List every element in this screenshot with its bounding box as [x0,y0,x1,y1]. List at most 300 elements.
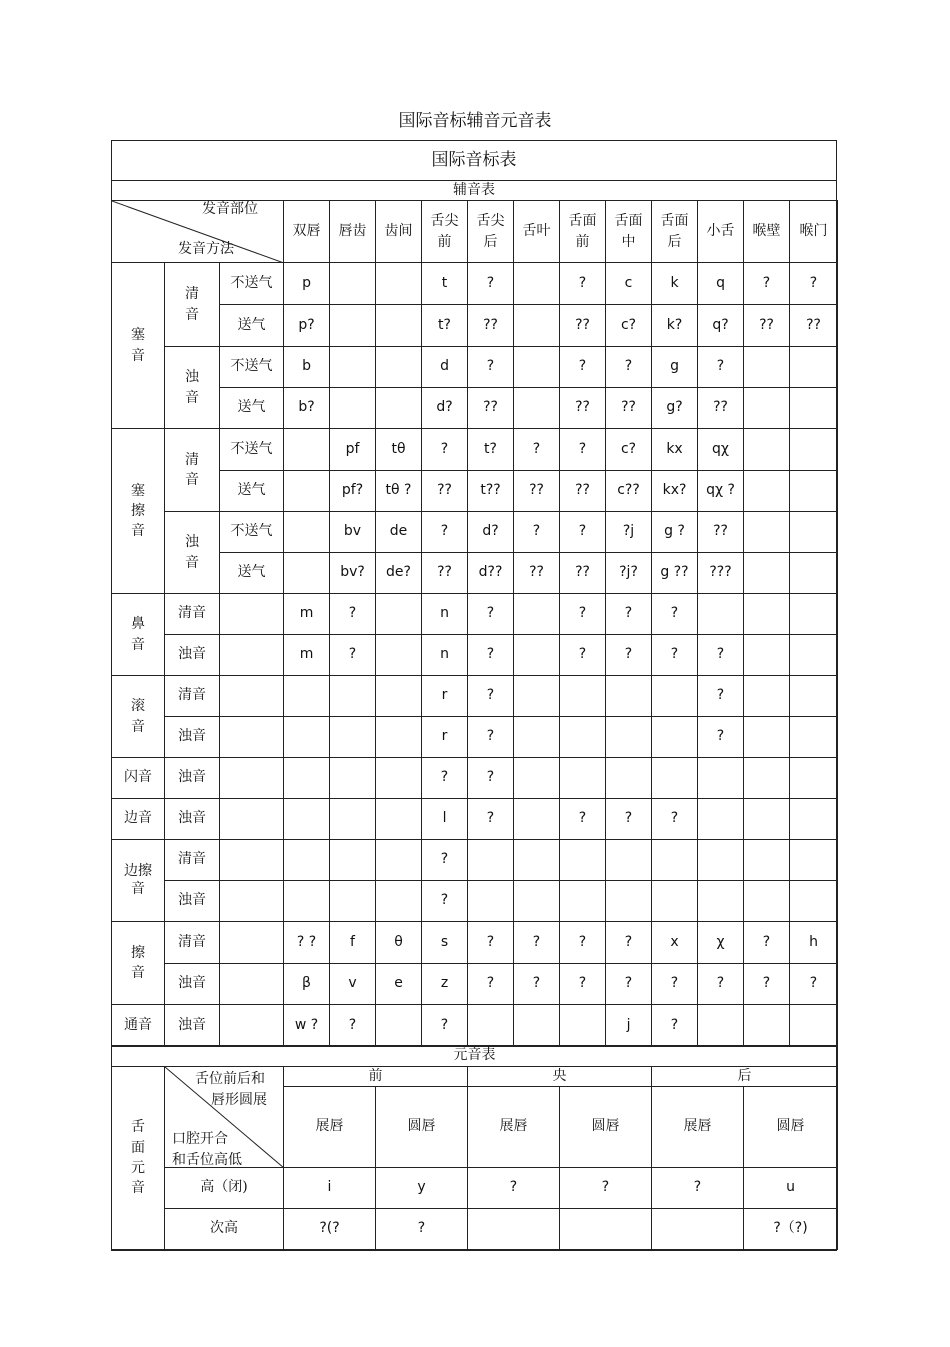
voicing-label: 浊音 [165,635,220,676]
symbol-cell [376,347,422,388]
symbol-cell: ? [606,922,652,964]
symbol-cell: ? [606,799,652,840]
vowel-symbol-cell: ?（?) [744,1209,838,1250]
symbol-cell: k? [652,305,698,347]
symbol-cell: ? [468,594,514,635]
consonant-row [112,635,838,676]
symbol-cell: b [284,347,330,388]
symbol-cell: ? [652,594,698,635]
symbol-cell: ? [698,717,744,758]
symbol-cell [284,429,330,471]
symbol-cell [284,758,330,799]
symbol-cell: m [284,594,330,635]
symbol-cell: ? [560,347,606,388]
document-title: 国际音标辅音元音表 [398,111,552,131]
symbol-cell: ?? [560,553,606,594]
symbol-cell: ? ? [284,922,330,964]
manner-category: 塞擦音 [112,429,165,594]
symbol-cell: t? [468,429,514,471]
symbol-cell: ? [744,922,790,964]
consonant-row [112,512,838,553]
symbol-cell: ? [468,799,514,840]
table-header [111,140,837,201]
symbol-cell: ?? [790,305,838,347]
symbol-cell [698,881,744,922]
symbol-cell [744,1005,790,1047]
symbol-cell [790,388,838,429]
symbol-cell: θ [376,922,422,964]
symbol-cell: ??? [698,553,744,594]
symbol-cell: q? [698,305,744,347]
symbol-cell: qχ ? [698,471,744,512]
place-header: 舌尖前 [422,201,468,263]
symbol-cell: ? [468,263,514,305]
vowel-height-label: 次高 [165,1209,284,1250]
vowel-side-label: 舌面元音 [112,1067,165,1250]
manner-category: 滚音 [112,676,165,758]
symbol-cell [514,799,560,840]
symbol-cell: w ? [284,1005,330,1047]
symbol-cell [744,429,790,471]
consonant-row [112,922,838,964]
vowel-symbol-cell: ?(? [284,1209,376,1250]
vowel-section-label: 元音表 [112,1046,838,1067]
symbol-cell [376,758,422,799]
symbol-cell: ? [560,429,606,471]
consonant-row [112,676,838,717]
symbol-cell [790,676,838,717]
symbol-cell [468,1005,514,1047]
symbol-cell [376,717,422,758]
symbol-cell [284,553,330,594]
lip-shape-header: 圆唇 [744,1087,838,1168]
voicing-label: 清音 [165,922,220,964]
symbol-cell [790,429,838,471]
symbol-cell: ? [330,594,376,635]
place-header: 喉门 [790,201,838,263]
symbol-cell: ?? [698,512,744,553]
symbol-cell: x [652,922,698,964]
symbol-cell: ? [514,429,560,471]
symbol-cell [376,635,422,676]
symbol-cell [698,1005,744,1047]
aspiration-label [220,840,284,881]
symbol-cell [330,676,376,717]
voicing-label: 清音 [165,594,220,635]
place-header: 双唇 [284,201,330,263]
vowel-corner-top-2: 唇形圆展 [211,1092,267,1108]
symbol-cell: ? [514,922,560,964]
symbol-cell [698,758,744,799]
symbol-cell: p [284,263,330,305]
symbol-cell: ? [422,1005,468,1047]
aspiration-label: 送气 [220,305,284,347]
consonant-table [111,200,838,1047]
symbol-cell: ?? [422,553,468,594]
consonant-row [112,388,838,429]
symbol-cell [606,676,652,717]
symbol-cell: z [422,964,468,1005]
symbol-cell: e [376,964,422,1005]
lip-shape-header: 圆唇 [560,1087,652,1168]
symbol-cell: ?j [606,512,652,553]
symbol-cell [652,840,698,881]
voicing-label: 清音 [165,429,220,512]
symbol-cell [744,799,790,840]
voicing-label: 浊音 [165,964,220,1005]
voicing-label: 清音 [165,840,220,881]
consonant-row [112,881,838,922]
aspiration-label [220,799,284,840]
symbol-cell: pf? [330,471,376,512]
symbol-cell [744,594,790,635]
place-header: 舌叶 [514,201,560,263]
symbol-cell: ? [652,799,698,840]
symbol-cell: de [376,512,422,553]
symbol-cell: ? [468,964,514,1005]
symbol-cell: d? [468,512,514,553]
symbol-cell [330,263,376,305]
symbol-cell: ? [330,1005,376,1047]
aspiration-label: 送气 [220,388,284,429]
symbol-cell: ? [744,964,790,1005]
symbol-cell [330,717,376,758]
manner-category: 边音 [112,799,165,840]
symbol-cell: ? [560,635,606,676]
symbol-cell [514,881,560,922]
symbol-cell [698,594,744,635]
symbol-cell: p? [284,305,330,347]
voicing-label: 浊音 [165,1005,220,1047]
symbol-cell [514,717,560,758]
symbol-cell: ? [652,964,698,1005]
symbol-cell: ? [422,512,468,553]
place-header: 喉壁 [744,201,790,263]
symbol-cell: ? [606,347,652,388]
consonant-row [112,799,838,840]
symbol-cell [652,881,698,922]
aspiration-label [220,964,284,1005]
symbol-cell [376,263,422,305]
symbol-cell: c?? [606,471,652,512]
symbol-cell [330,799,376,840]
symbol-cell: d? [422,388,468,429]
symbol-cell [744,388,790,429]
symbol-cell [698,840,744,881]
symbol-cell [514,388,560,429]
manner-category: 闪音 [112,758,165,799]
consonant-row [112,840,838,881]
symbol-cell: f [330,922,376,964]
symbol-cell: d?? [468,553,514,594]
symbol-cell [284,881,330,922]
vowel-corner-bottom-1: 口腔开合 [172,1131,228,1147]
symbol-cell: ? [468,717,514,758]
symbol-cell [744,881,790,922]
aspiration-label [220,1005,284,1047]
symbol-cell [744,717,790,758]
aspiration-label [220,881,284,922]
vowel-corner-bottom-2: 和舌位高低 [172,1152,242,1168]
symbol-cell: ? [422,429,468,471]
symbol-cell: ? [560,512,606,553]
symbol-cell [284,717,330,758]
vowel-symbol-cell: ? [560,1168,652,1209]
symbol-cell: ? [468,676,514,717]
symbol-cell [514,305,560,347]
symbol-cell [330,347,376,388]
symbol-cell [606,881,652,922]
symbol-cell: ?? [560,388,606,429]
symbol-cell [744,512,790,553]
consonant-row [112,1005,838,1047]
consonant-corner-cell [112,201,284,263]
symbol-cell [330,388,376,429]
symbol-cell [606,758,652,799]
symbol-cell [330,840,376,881]
symbol-cell [744,758,790,799]
symbol-cell: kx [652,429,698,471]
symbol-cell: s [422,922,468,964]
aspiration-label [220,922,284,964]
aspiration-label: 送气 [220,553,284,594]
symbol-cell: ? [422,881,468,922]
symbol-cell [790,881,838,922]
aspiration-label: 不送气 [220,263,284,305]
symbol-cell [284,676,330,717]
symbol-cell: ? [560,263,606,305]
symbol-cell: c [606,263,652,305]
aspiration-label: 不送气 [220,347,284,388]
consonant-row [112,471,838,512]
symbol-cell: t?? [468,471,514,512]
symbol-cell [790,840,838,881]
symbol-cell: q [698,263,744,305]
vowel-symbol-cell [468,1209,560,1250]
symbol-cell [698,799,744,840]
symbol-cell: qχ [698,429,744,471]
symbol-cell [790,1005,838,1047]
symbol-cell: b? [284,388,330,429]
vowel-row [112,1209,838,1250]
manner-category: 鼻音 [112,594,165,676]
symbol-cell [606,717,652,758]
symbol-cell: ? [468,635,514,676]
symbol-cell [330,758,376,799]
symbol-cell [790,758,838,799]
consonant-row [112,429,838,471]
place-header: 舌面后 [652,201,698,263]
voicing-label: 浊音 [165,758,220,799]
place-header: 唇齿 [330,201,376,263]
symbol-cell: ? [790,263,838,305]
symbol-cell: j [606,1005,652,1047]
symbol-cell: ? [698,676,744,717]
consonant-row [112,758,838,799]
symbol-cell: k [652,263,698,305]
symbol-cell: ? [652,1005,698,1047]
symbol-cell [790,594,838,635]
vowel-symbol-cell: u [744,1168,838,1209]
manner-category: 边擦音 [112,840,165,922]
symbol-cell [560,717,606,758]
consonant-row [112,347,838,388]
lip-shape-header: 展唇 [468,1087,560,1168]
symbol-cell: ? [560,799,606,840]
symbol-cell [376,840,422,881]
consonant-section-label: 辅音表 [112,181,837,201]
symbol-cell [330,881,376,922]
symbol-cell [376,799,422,840]
symbol-cell [652,676,698,717]
voicing-label: 浊音 [165,881,220,922]
symbol-cell: ? [468,922,514,964]
symbol-cell: ? [744,263,790,305]
symbol-cell: ? [560,922,606,964]
symbol-cell: ? [330,635,376,676]
symbol-cell: n [422,594,468,635]
place-header: 舌面前 [560,201,606,263]
symbol-cell [744,840,790,881]
symbol-cell [376,305,422,347]
symbol-cell: ? [422,840,468,881]
symbol-cell [514,635,560,676]
voicing-label: 浊音 [165,347,220,429]
symbol-cell [376,1005,422,1047]
symbol-cell: ? [560,594,606,635]
symbol-cell [514,594,560,635]
symbol-cell [514,758,560,799]
symbol-cell: ? [468,347,514,388]
vowel-corner-top-1: 舌位前后和 [195,1071,265,1087]
symbol-cell: ? [560,964,606,1005]
symbol-cell: ?? [744,305,790,347]
symbol-cell: ? [468,758,514,799]
lip-shape-header: 展唇 [652,1087,744,1168]
symbol-cell: ? [652,635,698,676]
symbol-cell: ?? [514,471,560,512]
symbol-cell: pf [330,429,376,471]
symbol-cell: ? [606,635,652,676]
aspiration-label [220,635,284,676]
vowel-symbol-cell: ? [468,1168,560,1209]
consonant-row [112,263,838,305]
symbol-cell: ? [698,347,744,388]
consonant-row [112,964,838,1005]
symbol-cell [790,717,838,758]
symbol-cell: ?? [422,471,468,512]
symbol-cell [514,263,560,305]
symbol-cell [376,676,422,717]
symbol-cell [376,594,422,635]
vowel-symbol-cell: y [376,1168,468,1209]
symbol-cell: bv? [330,553,376,594]
symbol-cell [744,347,790,388]
vowel-height-label: 高（闭) [165,1168,284,1209]
consonant-row [112,305,838,347]
symbol-cell: g ? [652,512,698,553]
symbol-cell: ? [514,512,560,553]
symbol-cell: ?? [560,471,606,512]
voicing-label: 浊音 [165,512,220,594]
symbol-cell [284,471,330,512]
symbol-cell: ? [514,964,560,1005]
symbol-cell: ? [422,758,468,799]
symbol-cell: l [422,799,468,840]
symbol-cell [376,388,422,429]
symbol-cell: ?? [560,305,606,347]
symbol-cell: c? [606,429,652,471]
symbol-cell: g ?? [652,553,698,594]
voicing-label: 浊音 [165,717,220,758]
symbol-cell: ?? [468,388,514,429]
symbol-cell: g [652,347,698,388]
manner-category: 擦音 [112,922,165,1005]
aspiration-label [220,676,284,717]
symbol-cell [284,840,330,881]
voicing-label: 清音 [165,263,220,347]
symbol-cell [790,471,838,512]
symbol-cell: bv [330,512,376,553]
symbol-cell: r [422,676,468,717]
symbol-cell: ? [790,964,838,1005]
aspiration-label [220,594,284,635]
symbol-cell [468,881,514,922]
symbol-cell: d [422,347,468,388]
symbol-cell [468,840,514,881]
symbol-cell: ? [606,964,652,1005]
symbol-cell: β [284,964,330,1005]
place-header: 舌面中 [606,201,652,263]
aspiration-label [220,758,284,799]
manner-category: 通音 [112,1005,165,1047]
voicing-label: 清音 [165,676,220,717]
symbol-cell: χ [698,922,744,964]
symbol-cell: ?j? [606,553,652,594]
symbol-cell [790,553,838,594]
corner-manner-label: 发音方法 [178,241,234,257]
table-title: 国际音标表 [112,141,837,181]
symbol-cell [514,676,560,717]
aspiration-label: 送气 [220,471,284,512]
symbol-cell [606,840,652,881]
symbol-cell [652,758,698,799]
symbol-cell [744,471,790,512]
tongue-position-front: 前 [284,1067,468,1087]
symbol-cell [330,305,376,347]
symbol-cell [560,758,606,799]
symbol-cell: ?? [606,388,652,429]
symbol-cell [790,799,838,840]
symbol-cell: ?? [514,553,560,594]
manner-category: 塞音 [112,263,165,429]
symbol-cell [790,512,838,553]
symbol-cell [514,1005,560,1047]
symbol-cell: m [284,635,330,676]
place-header: 小舌 [698,201,744,263]
aspiration-label: 不送气 [220,512,284,553]
symbol-cell [744,676,790,717]
symbol-cell [790,347,838,388]
symbol-cell: ? [698,964,744,1005]
voicing-label: 浊音 [165,799,220,840]
lip-shape-header: 展唇 [284,1087,376,1168]
lip-shape-header: 圆唇 [376,1087,468,1168]
symbol-cell: tθ ? [376,471,422,512]
consonant-row [112,594,838,635]
symbol-cell: ? [606,594,652,635]
symbol-cell: tθ [376,429,422,471]
